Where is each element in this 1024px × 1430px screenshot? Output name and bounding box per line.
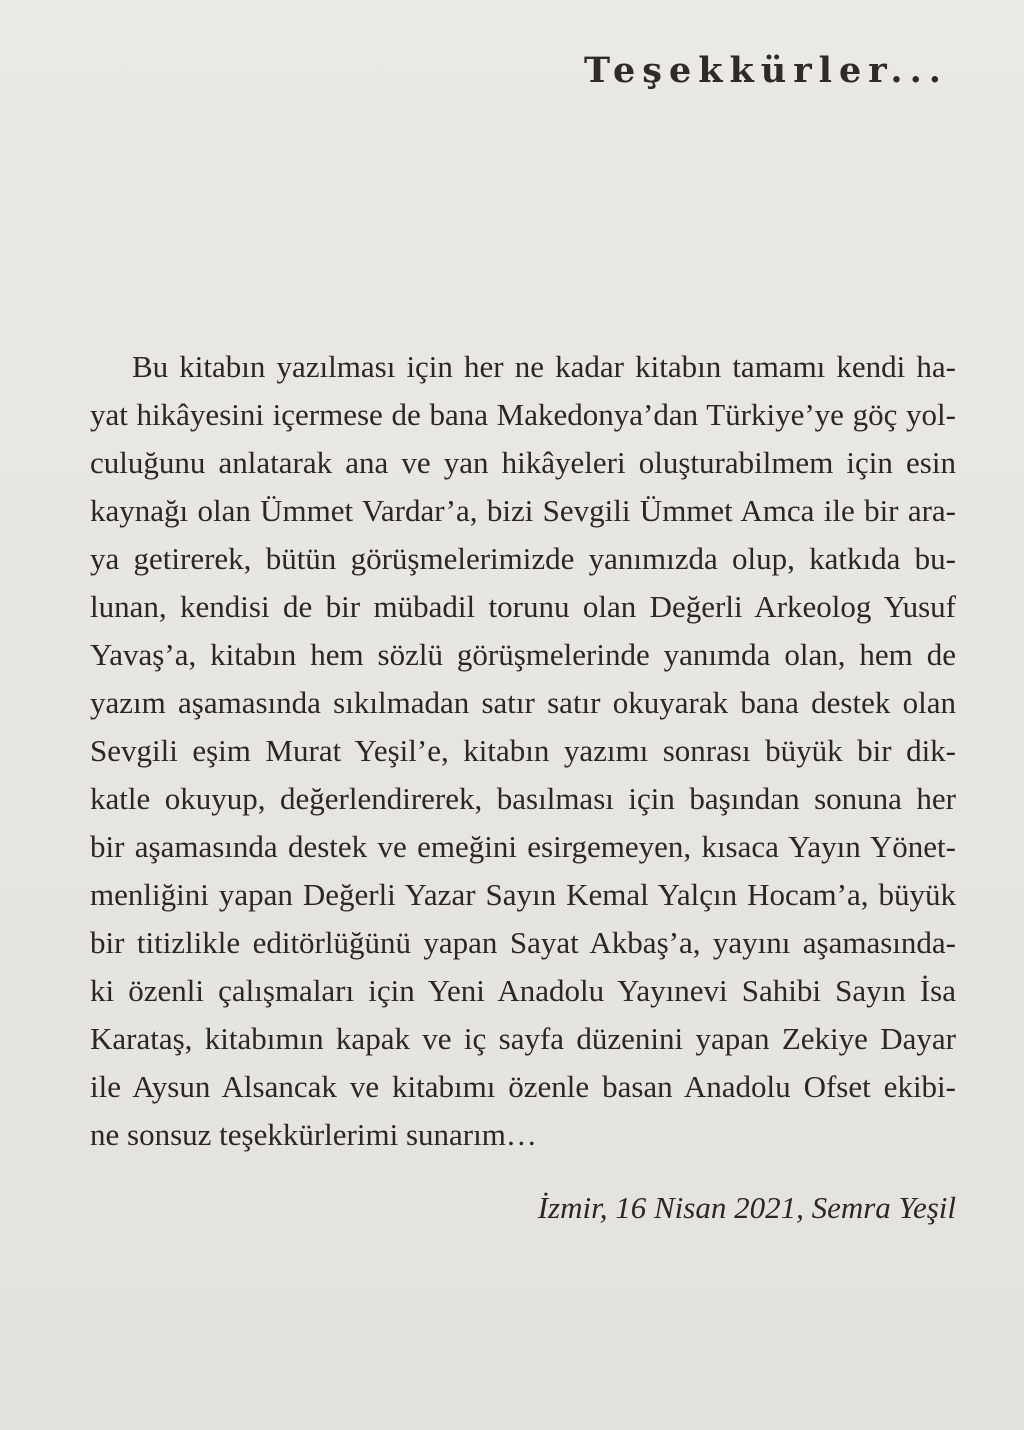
paragraph-line: Karataş, kitabımın kapak ve iç sayfa düzenini yapan Zekiye Dayar	[90, 1021, 956, 1056]
paragraph-line: menliğini yapan Değerli Yazar Sayın Kemal Yalçın Hocam’a, büyük	[90, 877, 956, 912]
paragraph-line: ne sonsuz teşekkürlerimi sunarım…	[90, 1117, 537, 1152]
paragraph-line: ki özenli çalışmaları için Yeni Anadolu Yayınevi Sahibi Sayın İsa	[90, 973, 956, 1008]
paragraph-line: Bu kitabın yazılması için her ne kadar kitabın tamamı kendi ha-	[132, 349, 956, 384]
signature-line: İzmir, 16 Nisan 2021, Semra Yeşil	[537, 1190, 956, 1225]
paragraph-line: lunan, kendisi de bir mübadil torunu olan Değerli Arkeolog Yusuf	[90, 589, 956, 624]
paragraph-line: bir titizlikle editörlüğünü yapan Sayat Akbaş’a, yayını aşamasında-	[90, 925, 956, 960]
paragraph-line: yat hikâyesini içermese de bana Makedonya’dan Türkiye’ye göç yol-	[90, 397, 956, 432]
paragraph-line: ya getirerek, bütün görüşmelerimizde yanımızda olup, katkıda bu-	[90, 541, 956, 576]
page-title: Teşekkürler...	[583, 50, 948, 91]
paragraph-line: Yavaş’a, kitabın hem sözlü görüşmelerinde yanımda olan, hem de	[90, 637, 956, 672]
paragraph-line: kaynağı olan Ümmet Vardar’a, bizi Sevgili Ümmet Amca ile bir ara-	[90, 493, 956, 528]
paragraph-line: bir aşamasında destek ve emeğini esirgemeyen, kısaca Yayın Yönet-	[90, 829, 956, 864]
paragraph-line: katle okuyup, değerlendirerek, basılması için başından sonuna her	[90, 781, 956, 816]
paragraph-line: culuğunu anlatarak ana ve yan hikâyeleri oluşturabilmem için esin	[90, 445, 956, 480]
paragraph-line: Sevgili eşim Murat Yeşil’e, kitabın yazımı sonrası büyük bir dik-	[90, 733, 956, 768]
paragraph-line: ile Aysun Alsancak ve kitabımı özenle basan Anadolu Ofset ekibi-	[90, 1069, 956, 1104]
paragraph-line: yazım aşamasında sıkılmadan satır satır okuyarak bana destek olan	[90, 685, 956, 720]
acknowledgement-paragraph	[90, 343, 956, 1159]
